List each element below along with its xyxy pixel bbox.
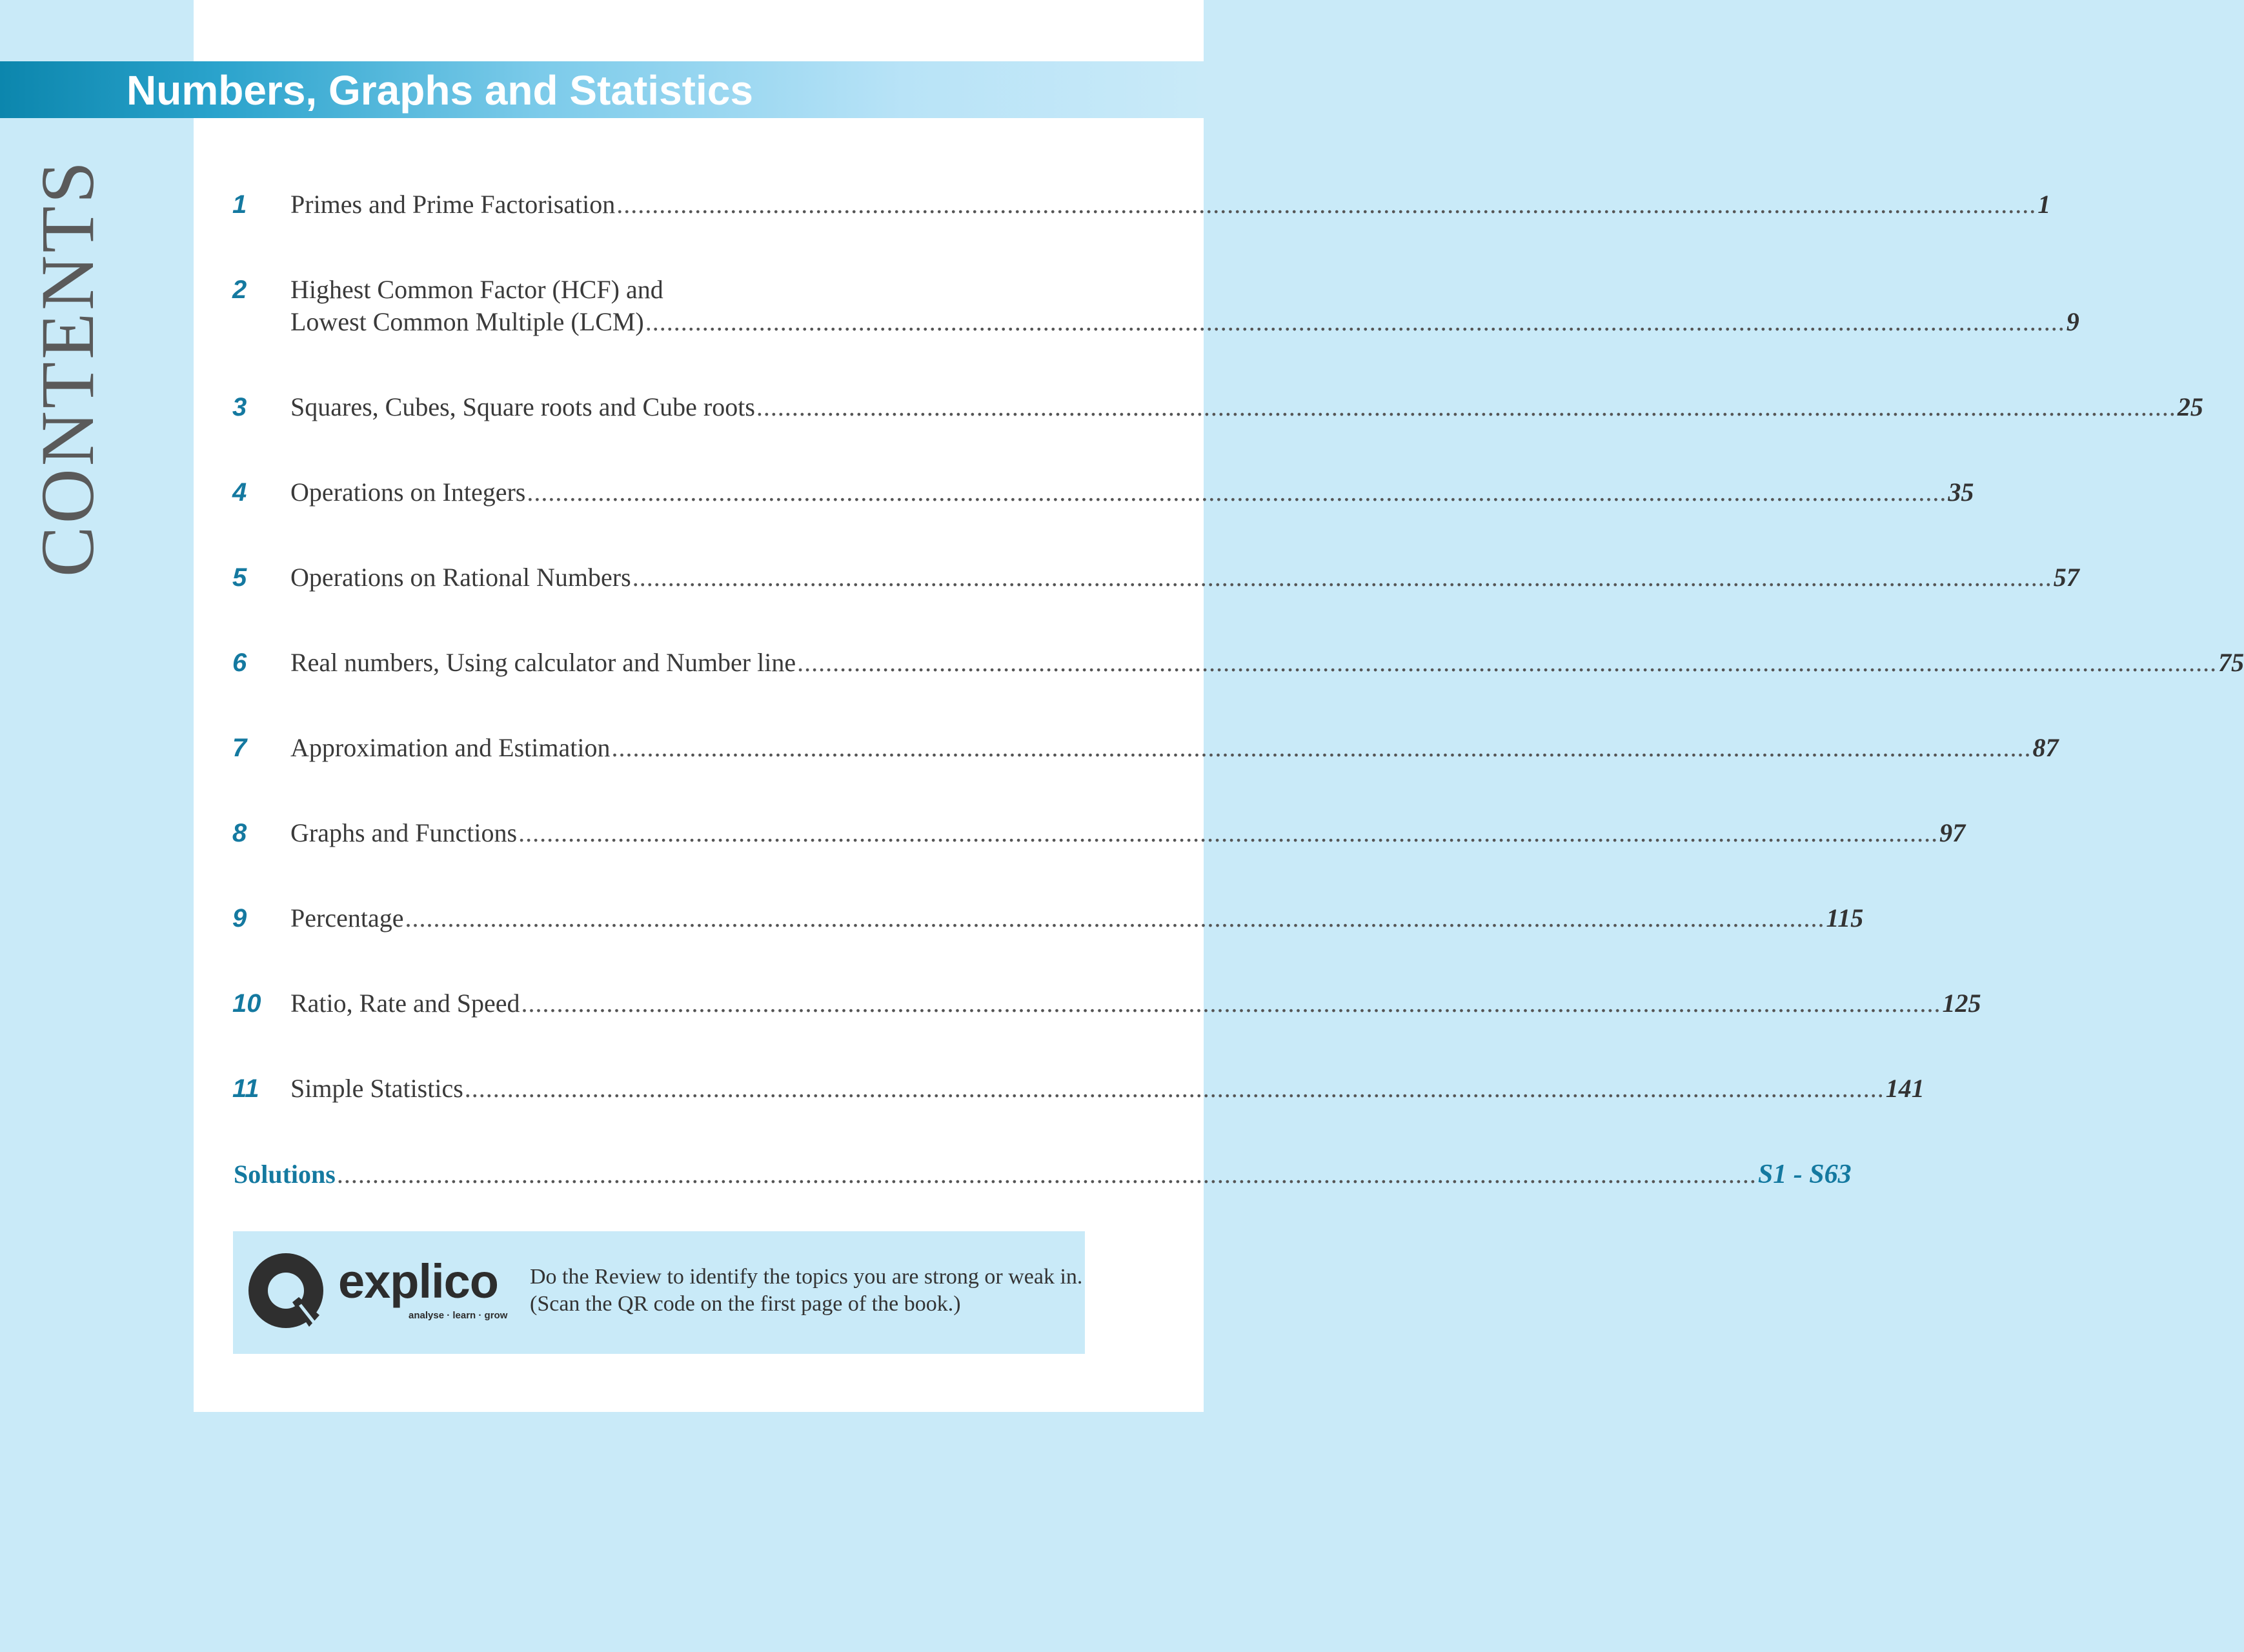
explico-brand: explico: [338, 1254, 498, 1308]
leader-dots: ........................................................................................................................................................................................................: [645, 307, 2065, 336]
chapter-number: 8: [232, 819, 247, 847]
leader-dots: ........................................................................................................................................................................................................: [616, 190, 2037, 219]
leader-dots: ........................................................................................................................................................................................................: [336, 1160, 1757, 1189]
chapter-number: 7: [232, 734, 247, 762]
leader-dots: ........................................................................................................................................................................................................: [756, 392, 2176, 421]
chapter-number: 11: [232, 1074, 259, 1103]
chapter-number: 10: [232, 989, 261, 1018]
chapter-title: Real numbers, Using calculator and Number line: [290, 648, 796, 677]
chapter-page: 115: [1826, 903, 1864, 932]
explico-logo-icon: [247, 1251, 330, 1333]
chapter-page: 87: [2032, 733, 2059, 762]
leader-dots: ........................................................................................................................................................................................................: [518, 818, 1939, 847]
chapter-page: 75: [2218, 648, 2244, 677]
chapter-number: 2: [232, 276, 247, 304]
chapter-title: Squares, Cubes, Square roots and Cube roots: [290, 392, 755, 421]
chapter-title: Operations on Rational Numbers: [290, 563, 631, 592]
leader-dots: ........................................................................................................................................................................................................: [611, 733, 2032, 762]
explico-callout: [233, 1231, 1085, 1354]
chapter-number: 6: [232, 649, 247, 677]
chapter-number: 4: [232, 478, 247, 507]
chapter-page: 9: [2066, 307, 2079, 336]
leader-dots: ........................................................................................................................................................................................................: [405, 903, 1825, 932]
book-title: Numbers, Graphs and Statistics: [126, 67, 753, 114]
leader-dots: ........................................................................................................................................................................................................: [521, 989, 1941, 1018]
chapter-page: 141: [1885, 1074, 1925, 1103]
contents-heading: CONTENTS: [25, 158, 110, 578]
chapter-page: 35: [1948, 478, 1974, 507]
chapter-title: Primes and Prime Factorisation: [290, 190, 616, 219]
chapter-title: Simple Statistics: [290, 1074, 463, 1103]
chapter-page: 97: [1939, 818, 1966, 847]
chapter-number: 9: [232, 904, 247, 932]
explico-message-line2: (Scan the QR code on the first page of the book.): [530, 1292, 961, 1316]
chapter-page: 1: [2037, 190, 2051, 219]
chapter-page: 125: [1942, 989, 1981, 1018]
leader-dots: ........................................................................................................................................................................................................: [527, 478, 1947, 507]
leader-dots: ........................................................................................................................................................................................................: [797, 648, 2218, 677]
chapter-number: 3: [232, 393, 247, 421]
chapter-number: 5: [232, 563, 247, 592]
chapter-title: Approximation and Estimation: [290, 733, 611, 762]
chapter-title: Graphs and Functions: [290, 818, 518, 847]
explico-message-line1: Do the Review to identify the topics you are strong or weak in.: [530, 1265, 1083, 1289]
toc-entry-solutions[interactable]: [234, 1158, 1852, 1191]
chapter-number: 1: [232, 190, 247, 219]
chapter-title-line1: Highest Common Factor (HCF) and: [290, 275, 663, 304]
leader-dots: ........................................................................................................................................................................................................: [632, 563, 2052, 592]
chapter-title: Ratio, Rate and Speed: [290, 989, 520, 1018]
chapter-title: Lowest Common Multiple (LCM): [290, 307, 644, 336]
explico-tagline: analyse · learn · grow: [409, 1310, 508, 1321]
chapter-title: Operations on Integers: [290, 478, 526, 507]
explico-message: [530, 1264, 1083, 1318]
solutions-label: Solutions: [234, 1160, 336, 1189]
chapter-page: 25: [2177, 392, 2203, 421]
leader-dots: ........................................................................................................................................................................................................: [464, 1074, 1885, 1103]
chapter-title: Percentage: [290, 903, 404, 932]
solutions-pages: S1 - S63: [1757, 1160, 1852, 1189]
chapter-page: 57: [2053, 563, 2079, 592]
